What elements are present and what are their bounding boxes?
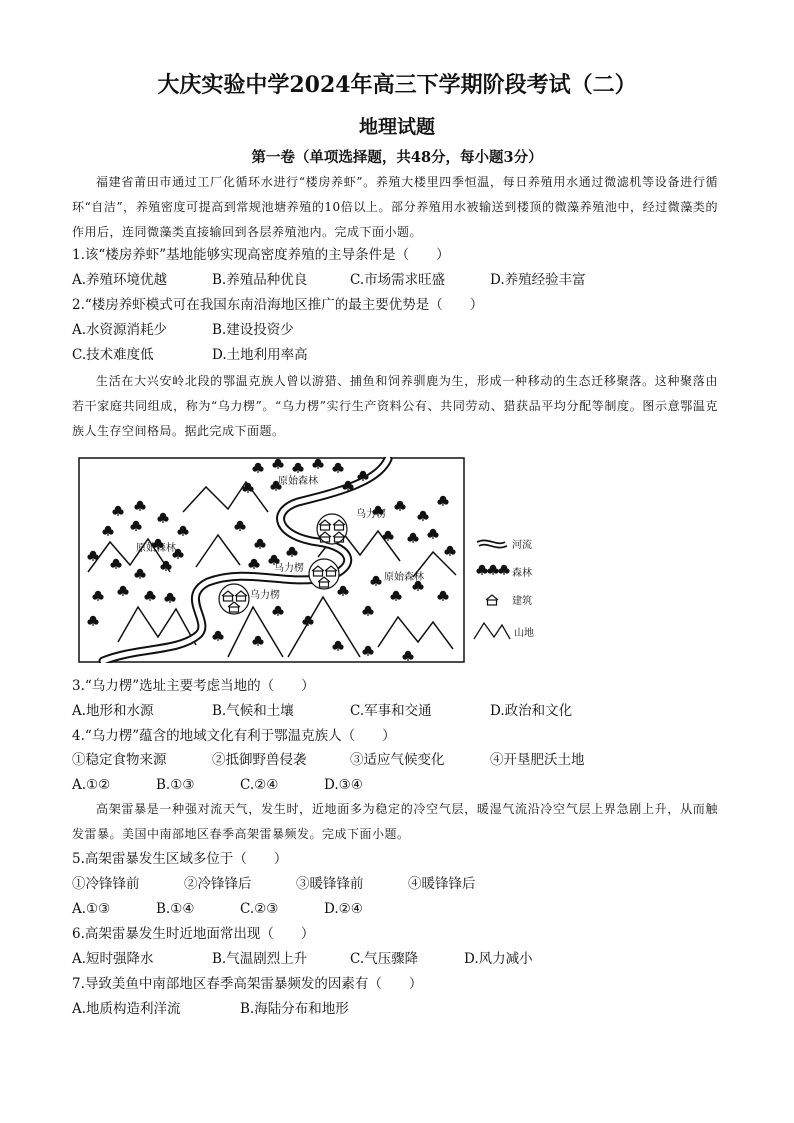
option-5c[interactable]: C.②③: [240, 901, 279, 917]
legend-mountain-label: 山地: [514, 628, 534, 639]
item-4-4: ④开垦肥沃土地: [490, 752, 585, 768]
option-4c[interactable]: C.②④: [240, 777, 279, 793]
item-5-2: ②冷锋锋后: [184, 876, 252, 892]
option-5a[interactable]: A.①③: [72, 901, 111, 917]
label-village-lower: 乌力楞: [250, 590, 280, 601]
village-middle: [309, 559, 339, 589]
question-2-stem: 2.“楼房养虾模式可在我国东南沿海地区推广的最主要优势是（ ）: [72, 297, 484, 313]
legend-forest-icon: [476, 565, 509, 575]
option-2a[interactable]: A.水资源消耗少: [72, 322, 168, 338]
option-6a[interactable]: A.短时强降水: [72, 951, 154, 967]
subject-title: 地理试题: [358, 116, 435, 138]
option-2b[interactable]: B.建设投资少: [212, 322, 294, 338]
legend-forest-label: 森林: [512, 568, 532, 579]
question-5-stem: 5.高架雷暴发生区域多位于（ ）: [72, 851, 288, 867]
option-3c[interactable]: C.军事和交通: [350, 703, 432, 719]
option-4a[interactable]: A.①②: [72, 777, 111, 793]
village-lower: [219, 584, 249, 614]
map-figure: [78, 457, 542, 663]
passage-shrimp: 福建省莆田市通过工厂化循环水进行“楼房养虾”。养殖大楼里四季恒温，每日养殖用水通过微滤机等设备进行循环“自洁”，养殖密度可提高到常规池塘养殖的10倍以上。部分养殖用水被输送到楼顶的微藻养殖池中，经过微藻类的作用后，连同微藻类直接输回到各层养殖池内。完成下面小题。: [72, 175, 718, 239]
legend: [474, 538, 534, 639]
evenki-settlement-map: [78, 457, 542, 663]
option-5b[interactable]: B.①④: [156, 901, 195, 917]
option-5d[interactable]: D.②④: [324, 901, 363, 917]
question-6-stem: 6.高架雷暴发生时近地面常出现（ ）: [72, 926, 315, 942]
legend-mountain-icon: [474, 623, 510, 639]
exam-title: 大庆实验中学2024年高三下学期阶段考试（二）: [157, 72, 637, 98]
option-7b[interactable]: B.海陆分布和地形: [240, 1001, 349, 1017]
passage-evenki: 生活在大兴安岭北段的鄂温克族人曾以游猎、捕鱼和饲养驯鹿为生，形成一种移动的生态迁移聚落。这种聚落由若干家庭共同组成，称为“乌力楞”。“乌力楞”实行生产资料公有、共同劳动、猎获品平均分配等制度。图示意鄂温克族人生存空间格局。据此完成下面题。: [72, 374, 718, 438]
option-3b[interactable]: B.气候和土壤: [212, 703, 294, 719]
option-1b[interactable]: B.养殖品种优良: [212, 272, 308, 288]
option-6d[interactable]: D.风力减小: [464, 951, 533, 967]
item-4-1: ①稳定食物来源: [72, 752, 167, 768]
option-3d[interactable]: D.政治和文化: [490, 703, 573, 719]
option-4b[interactable]: B.①③: [156, 777, 195, 793]
option-2d[interactable]: D.土地利用率高: [212, 347, 308, 363]
section-heading: 第一卷（单项选择题，共48分，每小题3分）: [251, 149, 543, 166]
option-3a[interactable]: A.地形和水源: [72, 703, 154, 719]
label-forest-north: 原始森林: [278, 476, 318, 487]
option-6c[interactable]: C.气压骤降: [350, 951, 419, 967]
label-forest-west: 原始森林: [136, 543, 176, 554]
option-1c[interactable]: C.市场需求旺盛: [350, 272, 446, 288]
option-4d[interactable]: D.③④: [324, 777, 363, 793]
option-1a[interactable]: A.养殖环境优越: [72, 272, 168, 288]
question-7-stem: 7.导致美鱼中南部地区春季高架雷暴频发的因素有（ ）: [72, 976, 423, 992]
question-1-stem: 1.该“楼房养虾”基地能够实现高密度养殖的主导条件是（ ）: [72, 247, 450, 263]
village-upper: [317, 514, 347, 544]
label-village-middle: 乌力楞: [274, 563, 304, 574]
legend-river-icon: [478, 543, 506, 546]
item-4-2: ②抵御野兽侵袭: [212, 752, 307, 768]
legend-building-icon: [486, 595, 498, 605]
question-3-stem: 3.“乌力楞”选址主要考虑当地的（ ）: [72, 678, 315, 694]
option-1d[interactable]: D.养殖经验丰富: [490, 272, 586, 288]
item-5-3: ③暖锋锋前: [296, 876, 364, 892]
item-4-3: ③适应气候变化: [350, 752, 445, 768]
legend-river-label: 河流: [512, 540, 532, 551]
label-village-upper: 乌力楞: [356, 509, 386, 520]
item-5-4: ④暖锋锋后: [408, 876, 476, 892]
label-forest-east: 原始森林: [384, 572, 424, 583]
passage-thunderstorm: 高架雷暴是一种强对流天气，发生时，近地面多为稳定的冷空气层，暖湿气流沿冷空气层上界急剧上升，从而触发雷暴。美国中南部地区春季高架雷暴频发。完成下面小题。: [72, 802, 718, 841]
item-5-1: ①冷锋锋前: [72, 876, 140, 892]
legend-building-label: 建筑: [512, 596, 532, 607]
option-6b[interactable]: B.气温剧烈上升: [212, 951, 308, 967]
option-2c[interactable]: C.技术难度低: [72, 347, 154, 363]
option-7a[interactable]: A.地质构造利洋流: [72, 1001, 181, 1017]
question-4-stem: 4.“乌力楞”蕴含的地域文化有利于鄂温克族人（ ）: [72, 728, 396, 744]
